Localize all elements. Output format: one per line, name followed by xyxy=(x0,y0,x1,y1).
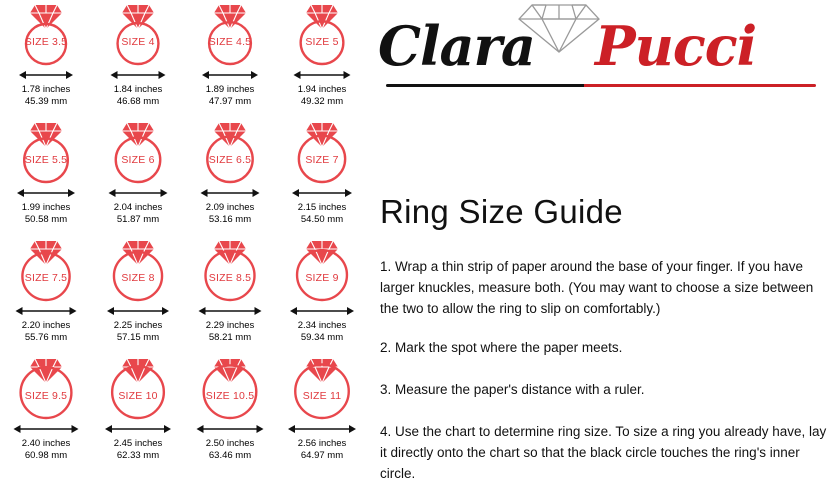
guide-step-text: Wrap a thin strip of paper around the base of your finger. If you have larger knuckles, measure both. (You may want to choose a size between the two to allow the ring to slip on comfortably.) xyxy=(380,259,814,316)
guide-step-number: 2. xyxy=(380,340,396,355)
ring-measure-inches: 2.09 inches xyxy=(205,202,255,213)
ring-measurement xyxy=(92,202,184,225)
ring-measure-inches: 2.29 inches xyxy=(205,320,255,331)
ring-measure-mm: 63.46 mm xyxy=(208,449,252,461)
guide-step-number: 4. xyxy=(380,424,396,439)
ring-measurement xyxy=(0,84,92,107)
ring-measure-inches: 1.84 inches xyxy=(113,84,163,95)
ring-icon xyxy=(7,120,85,186)
ring-measure-mm: 58.21 mm xyxy=(208,331,252,343)
ring-measurement xyxy=(92,84,184,107)
ring-measure-mm: 53.16 mm xyxy=(208,213,252,225)
ring-size-cell xyxy=(184,354,276,472)
ring-measure-inches: 2.34 inches xyxy=(297,320,347,331)
guide-step-text: Mark the spot where the paper meets. xyxy=(395,340,623,355)
ring-icon xyxy=(283,238,361,304)
ring-size-label: SIZE 7.5 xyxy=(24,272,68,284)
guide-step-text: Measure the paper's distance with a ruler. xyxy=(395,382,645,397)
guide-step xyxy=(380,256,832,319)
ring-measure-inches: 2.20 inches xyxy=(21,320,71,331)
diameter-arrow-icon xyxy=(280,422,364,436)
guide-step xyxy=(380,337,832,358)
ring-size-cell xyxy=(0,118,92,236)
ring-size-label: SIZE 4.5 xyxy=(208,36,252,48)
ring-size-label: SIZE 11 xyxy=(302,390,342,402)
ring-size-label: SIZE 9 xyxy=(305,272,339,284)
diameter-arrow-icon xyxy=(188,68,272,82)
ring-size-label: SIZE 8.5 xyxy=(208,272,252,284)
brand-name-first: Clara xyxy=(378,14,535,78)
diameter-arrow-icon xyxy=(4,186,88,200)
ring-icon xyxy=(99,356,177,422)
ring-measurement xyxy=(276,438,368,461)
brand-logo xyxy=(372,0,839,100)
ring-measure-mm: 51.87 mm xyxy=(116,213,160,225)
diameter-arrow-icon xyxy=(96,304,180,318)
ring-measurement xyxy=(184,320,276,343)
ring-size-label: SIZE 9.5 xyxy=(24,390,68,402)
ring-size-cell xyxy=(92,354,184,472)
ring-measure-mm: 64.97 mm xyxy=(300,449,344,461)
ring-size-label: SIZE 6 xyxy=(121,154,155,166)
diameter-arrow-icon xyxy=(4,68,88,82)
ring-size-label: SIZE 5.5 xyxy=(24,154,68,166)
diameter-arrow-icon xyxy=(96,68,180,82)
ring-icon xyxy=(99,120,177,186)
guide-step-number: 1. xyxy=(380,259,396,274)
ring-size-cell xyxy=(184,118,276,236)
ring-icon xyxy=(191,2,269,68)
ring-measure-inches: 1.94 inches xyxy=(297,84,347,95)
ring-size-cell xyxy=(276,354,368,472)
diameter-arrow-icon xyxy=(188,422,272,436)
ring-measure-mm: 47.97 mm xyxy=(208,95,252,107)
ring-measurement xyxy=(0,320,92,343)
ring-chart-row xyxy=(0,236,368,354)
ring-size-label: SIZE 4 xyxy=(121,36,155,48)
diameter-arrow-icon xyxy=(188,186,272,200)
ring-size-label: SIZE 5 xyxy=(305,36,339,48)
ring-icon xyxy=(283,2,361,68)
ring-size-cell xyxy=(0,354,92,472)
ring-measurement xyxy=(276,84,368,107)
ring-icon xyxy=(191,120,269,186)
diameter-arrow-icon xyxy=(280,68,364,82)
ring-measure-mm: 46.68 mm xyxy=(116,95,160,107)
ring-size-cell xyxy=(0,236,92,354)
ring-measure-mm: 59.34 mm xyxy=(300,331,344,343)
diameter-arrow-icon xyxy=(188,304,272,318)
diameter-arrow-icon xyxy=(4,304,88,318)
ring-size-cell xyxy=(276,236,368,354)
ring-measurement xyxy=(184,84,276,107)
ring-measurement xyxy=(184,202,276,225)
right-panel xyxy=(372,0,839,501)
ring-size-cell xyxy=(92,236,184,354)
ring-size-cell xyxy=(184,236,276,354)
ring-icon xyxy=(99,2,177,68)
guide-step-text: Use the chart to determine ring size. To size a ring you already have, lay it directly onto the chart so that the black circle touches the ring's inner circle. xyxy=(380,424,827,481)
ring-measure-inches: 2.45 inches xyxy=(113,438,163,449)
diameter-arrow-icon xyxy=(96,186,180,200)
page-title: Ring Size Guide xyxy=(380,193,623,230)
ring-icon xyxy=(7,238,85,304)
ring-size-chart xyxy=(0,0,368,501)
ring-icon xyxy=(191,356,269,422)
logo-underline xyxy=(386,84,816,87)
ring-size-label: SIZE 6.5 xyxy=(208,154,252,166)
ring-size-cell xyxy=(184,0,276,118)
ring-measure-inches: 2.04 inches xyxy=(113,202,163,213)
ring-measure-mm: 50.58 mm xyxy=(24,213,68,225)
brand-name-second: Pucci xyxy=(595,14,757,78)
ring-measure-inches: 2.25 inches xyxy=(113,320,163,331)
guide-step xyxy=(380,379,832,400)
ring-measure-inches: 1.89 inches xyxy=(205,84,255,95)
ring-measure-mm: 62.33 mm xyxy=(116,449,160,461)
ring-icon xyxy=(7,2,85,68)
ring-measurement xyxy=(0,438,92,461)
ring-icon xyxy=(283,356,361,422)
ring-measure-mm: 49.32 mm xyxy=(300,95,344,107)
ring-chart-row xyxy=(0,118,368,236)
guide-step-number: 3. xyxy=(380,382,396,397)
ring-measurement xyxy=(0,202,92,225)
diameter-arrow-icon xyxy=(4,422,88,436)
ring-size-cell xyxy=(0,0,92,118)
ring-chart-row xyxy=(0,0,368,118)
ring-measure-inches: 2.40 inches xyxy=(21,438,71,449)
ring-size-label: SIZE 10.5 xyxy=(205,390,255,402)
ring-size-label: SIZE 8 xyxy=(121,272,155,284)
ring-measurement xyxy=(184,438,276,461)
ring-size-cell xyxy=(92,0,184,118)
ring-size-label: SIZE 10 xyxy=(118,390,158,402)
guide-step xyxy=(380,421,832,484)
ring-size-cell xyxy=(276,0,368,118)
ring-measurement xyxy=(92,438,184,461)
diameter-arrow-icon xyxy=(280,186,364,200)
ring-size-label: SIZE 3.5 xyxy=(24,36,68,48)
ring-size-label: SIZE 7 xyxy=(305,154,339,166)
ring-measure-inches: 2.50 inches xyxy=(205,438,255,449)
ring-measurement xyxy=(276,202,368,225)
ring-measure-inches: 1.99 inches xyxy=(21,202,71,213)
ring-measure-inches: 2.15 inches xyxy=(297,202,347,213)
ring-measure-mm: 45.39 mm xyxy=(24,95,68,107)
ring-measurement xyxy=(276,320,368,343)
ring-measure-mm: 54.50 mm xyxy=(300,213,344,225)
ring-measurement xyxy=(92,320,184,343)
ring-icon xyxy=(7,356,85,422)
ring-measure-mm: 60.98 mm xyxy=(24,449,68,461)
ring-measure-inches: 1.78 inches xyxy=(21,84,71,95)
diameter-arrow-icon xyxy=(96,422,180,436)
ring-size-cell xyxy=(92,118,184,236)
diameter-arrow-icon xyxy=(280,304,364,318)
ring-measure-inches: 2.56 inches xyxy=(297,438,347,449)
ring-chart-row xyxy=(0,354,368,472)
ring-icon xyxy=(191,238,269,304)
ring-measure-mm: 57.15 mm xyxy=(116,331,160,343)
ring-size-cell xyxy=(276,118,368,236)
ring-measure-mm: 55.76 mm xyxy=(24,331,68,343)
ring-icon xyxy=(99,238,177,304)
ring-icon xyxy=(283,120,361,186)
